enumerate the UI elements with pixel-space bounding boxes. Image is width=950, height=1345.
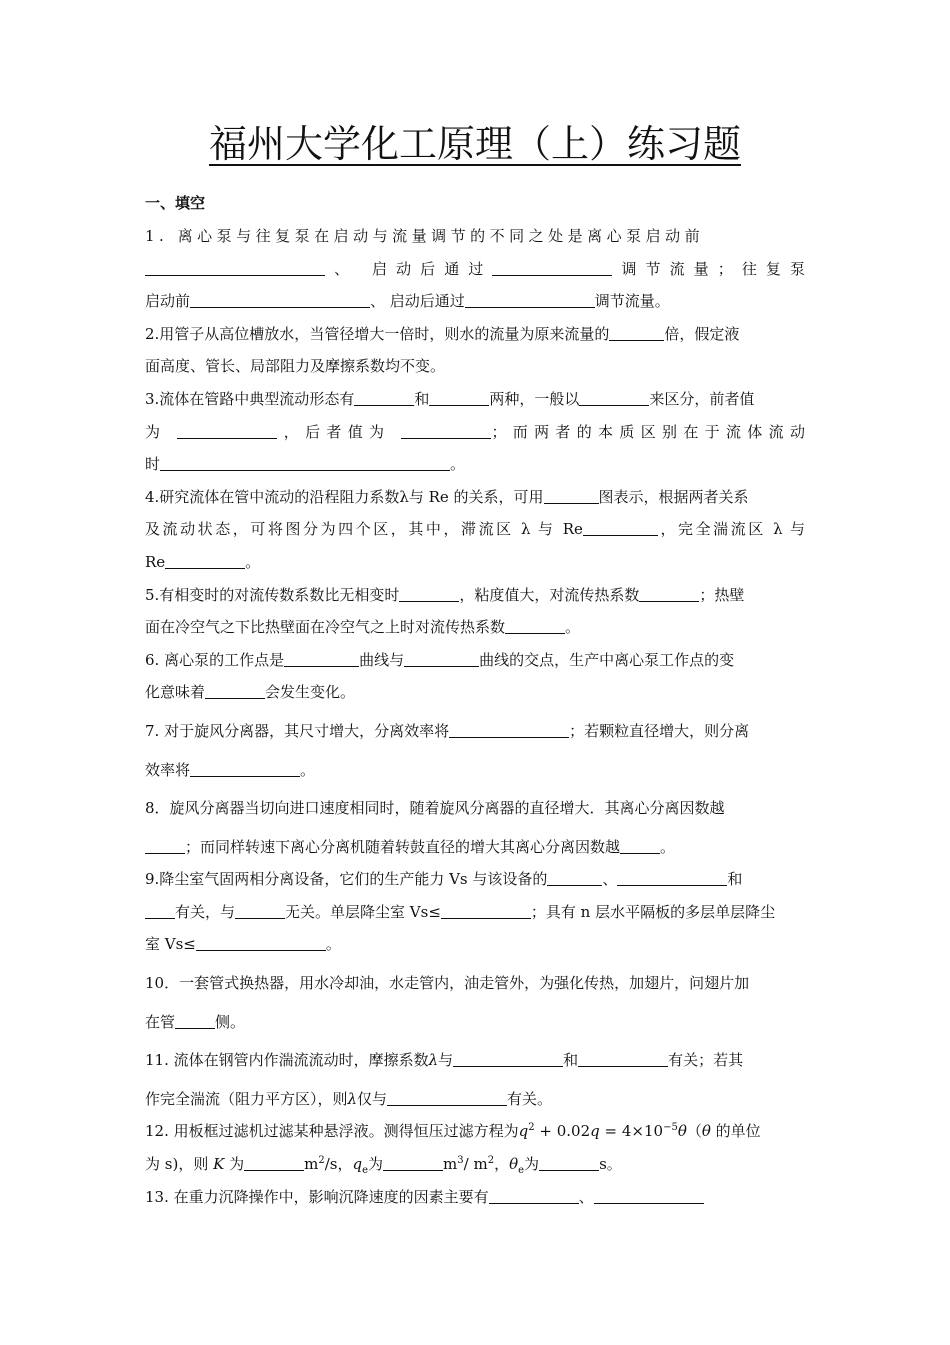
blank[interactable] bbox=[404, 651, 479, 667]
blank[interactable] bbox=[453, 1051, 563, 1067]
blank[interactable] bbox=[175, 1013, 215, 1029]
blank[interactable] bbox=[544, 488, 599, 504]
blank[interactable] bbox=[383, 1155, 443, 1171]
blank[interactable] bbox=[492, 260, 612, 276]
blank[interactable] bbox=[429, 390, 489, 406]
question-6: 6. 离心泵的工作点是 曲线与 曲线的交点，生产中离心泵工作点的变 bbox=[145, 650, 735, 669]
blank[interactable] bbox=[244, 1155, 304, 1171]
blank[interactable] bbox=[145, 903, 175, 919]
question-9-line3: 室 Vs≤ 。 bbox=[145, 935, 341, 954]
blank[interactable] bbox=[441, 903, 531, 919]
question-10-line2: 在管 侧。 bbox=[145, 1012, 246, 1031]
blank[interactable] bbox=[387, 1090, 507, 1106]
question-3-line3: 时 。 bbox=[145, 455, 466, 474]
question-2-line2: 面高度、管长、局部阻力及摩擦系数均不变。 bbox=[145, 357, 446, 376]
questions bbox=[145, 220, 805, 1213]
question-7: 7. 对于旋风分离器，其尺寸增大，分离效率将 ；若颗粒直径增大，则分离 bbox=[145, 721, 750, 740]
question-1: 1. 离心泵与往复泵在启动与流量调节的不同之处是离心泵启动前 bbox=[145, 227, 705, 245]
question-8: 8．旋风分离器当切向进口速度相同时，随着旋风分离器的直径增大．其离心分离因数越 bbox=[145, 799, 725, 818]
blank[interactable] bbox=[190, 761, 300, 777]
question-5: 5.有相变时的对流传数系数比无相变时 ，粘度值大，对流传热系数 ；热壁 bbox=[145, 585, 745, 604]
blank[interactable] bbox=[617, 870, 727, 886]
blank[interactable] bbox=[594, 1188, 704, 1204]
question-7-line2: 效率将 。 bbox=[145, 760, 316, 779]
filtration-equation: $q^2 + 0.02q = 4\times 10^{-5}\theta$ bbox=[518, 1122, 687, 1141]
question-6-line2: 化意味着 会发生变化。 bbox=[145, 683, 356, 702]
blank[interactable] bbox=[505, 618, 565, 634]
blank[interactable] bbox=[145, 838, 185, 854]
blank[interactable] bbox=[235, 903, 285, 919]
question-3-line2: 为 ，后者值为 ；而两者的本质区别在于流体流动 bbox=[145, 422, 805, 441]
question-3: 3.流体在管路中典型流动形态有 和 两种，一般以 来区分，前者值 bbox=[145, 389, 755, 408]
blank[interactable] bbox=[196, 935, 326, 951]
question-11: 11. 流体在钢管内作湍流流动时，摩擦系数λ与 和 有关；若其 bbox=[145, 1051, 744, 1070]
blank[interactable] bbox=[539, 1155, 599, 1171]
blank[interactable] bbox=[401, 423, 491, 439]
question-10: 10．一套管式换热器，用水冷却油，水走管内，油走管外，为强化传热，加翅片，问翅片加 bbox=[145, 974, 750, 993]
question-12-line2: 为 s)，则 K 为 $m^2/s$，$q_e$为 $m^3/$ $m^2$，$\theta_e$为 s。 bbox=[145, 1155, 622, 1177]
question-4-line3: Re 。 bbox=[145, 552, 261, 571]
question-11-line2: 作完全湍流（阻力平方区），则λ仅与 有关。 bbox=[145, 1089, 553, 1108]
question-2: 2.用管子从高位槽放水，当管径增大一倍时，则水的流量为原来流量的 倍，假定液 bbox=[145, 324, 740, 343]
question-13: 13. 在重力沉降操作中，影响沉降速度的因素主要有 、 bbox=[145, 1181, 805, 1214]
blank[interactable] bbox=[165, 553, 245, 569]
blank[interactable] bbox=[399, 586, 459, 602]
blank[interactable] bbox=[205, 683, 265, 699]
question-5-line2: 面在冷空气之下比热壁面在冷空气之上时对流传热系数 。 bbox=[145, 618, 581, 637]
question-9-line2: 有关，与 无关。单层降尘室 Vs≤ ；具有 n 层水平隔板的多层单层降尘 bbox=[145, 896, 805, 929]
blank[interactable] bbox=[639, 586, 699, 602]
blank[interactable] bbox=[583, 520, 658, 536]
question-9: 9.降尘室气固两相分离设备，它们的生产能力 Vs 与该设备的 、 和 bbox=[145, 870, 743, 889]
blank[interactable] bbox=[177, 423, 277, 439]
question-8-line2: ；而同样转速下离心分离机随着转鼓直径的增大其离心分离因数越 。 bbox=[145, 831, 805, 864]
question-4-line2: 及流动状态，可将图分为四个区，其中，滞流区 λ 与 Re ，完全湍流区 λ 与 bbox=[145, 520, 806, 539]
blank[interactable] bbox=[489, 1188, 579, 1204]
blank[interactable] bbox=[354, 390, 414, 406]
blank[interactable] bbox=[578, 1051, 668, 1067]
section-heading: 一、填空 bbox=[145, 194, 206, 212]
question-1-line3: 启动前 、 启动后通过 调节流量。 bbox=[145, 292, 670, 311]
blank[interactable] bbox=[620, 838, 660, 854]
blank[interactable] bbox=[547, 870, 602, 886]
blank[interactable] bbox=[465, 292, 595, 308]
blank[interactable] bbox=[284, 651, 359, 667]
page-title: 福州大学化工原理（上）练习题 bbox=[208, 122, 741, 166]
blank[interactable] bbox=[609, 325, 664, 341]
blank[interactable] bbox=[190, 292, 370, 308]
blank[interactable] bbox=[449, 722, 569, 738]
question-12: 12. 用板框过滤机过滤某种悬浮液。测得恒压过滤方程为$q^2 + 0.02q = 4\times 10^{-5}\theta(\theta$ 的单位 bbox=[145, 1122, 761, 1141]
question-4: 4.研究流体在管中流动的沿程阻力系数λ与 Re 的关系，可用 图表示，根据两者关系 bbox=[145, 487, 749, 506]
blank[interactable] bbox=[160, 455, 450, 471]
question-1-line2: 、 启动后通过 调节流量；往复泵 bbox=[145, 253, 805, 286]
blank[interactable] bbox=[145, 260, 325, 276]
blank[interactable] bbox=[579, 390, 649, 406]
